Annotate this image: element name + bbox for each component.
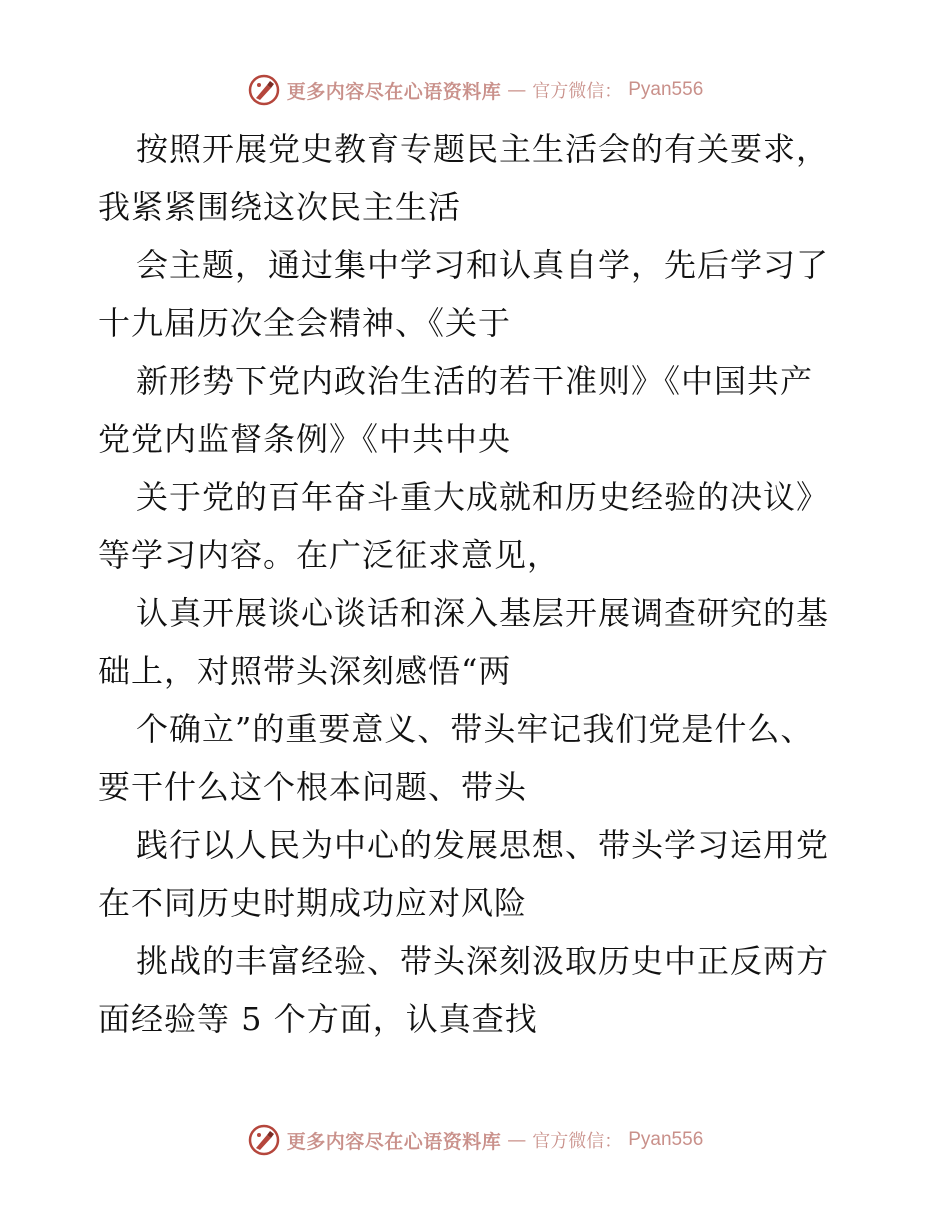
paragraph-line: 党党内监督条例》《中共中央 [98, 420, 512, 458]
paragraph-line: 要干什么这个根本问题、带头 [98, 768, 528, 806]
paragraph-line-indented: 挑战的丰富经验、带头深刻汲取历史中正反两方 [136, 942, 830, 980]
wechat-id: Pyan556 [628, 1129, 704, 1150]
paragraph-line: 我紧紧围绕这次民主生活 [98, 188, 462, 226]
paragraph [98, 352, 858, 468]
paragraph [98, 236, 858, 352]
paragraph-line-indented: 新形势下党内政治生活的若干准则》《中国共产 [136, 362, 814, 400]
pen-logo-icon [247, 1123, 281, 1157]
paragraph-line-indented: 认真开展谈心谈话和深入基层开展调查研究的基 [136, 594, 830, 632]
paragraph [98, 700, 858, 816]
footer-banner [0, 1120, 950, 1160]
header-banner [0, 70, 950, 110]
paragraph-line-indented: 个确立”的重要意义、带头牢记我们党是什么、 [136, 710, 814, 748]
paragraph-line: 等学习内容。在广泛征求意见， [98, 536, 561, 574]
banner-dash: — [507, 1129, 527, 1151]
pen-logo-icon [247, 73, 281, 107]
wechat-id: Pyan556 [628, 79, 704, 100]
official-wechat-label: 官方微信： [532, 81, 623, 102]
paragraph [98, 120, 858, 236]
brand-text: 更多内容尽在心语资料库 [286, 1130, 502, 1153]
document-body [98, 120, 858, 1048]
brand-text: 更多内容尽在心语资料库 [286, 80, 502, 103]
banner-dash: — [507, 79, 527, 101]
paragraph-line: 础上，对照带头深刻感悟“两 [98, 652, 512, 690]
paragraph [98, 932, 858, 1048]
paragraph [98, 584, 858, 700]
paragraph-line: 十九届历次全会精神、《关于 [98, 304, 512, 342]
paragraph-line: 面经验等 5 个方面，认真查找 [98, 1000, 538, 1038]
paragraph-line-indented: 按照开展党史教育专题民主生活会的有关要求， [136, 130, 830, 168]
paragraph-line: 在不同历史时期成功应对风险 [98, 884, 528, 922]
paragraph-line-indented: 践行以人民为中心的发展思想、带头学习运用党 [136, 826, 830, 864]
paragraph-line-indented: 关于党的百年奋斗重大成就和历史经验的决议》 [136, 478, 830, 516]
paragraph-line-indented: 会主题，通过集中学习和认真自学，先后学习了 [136, 246, 830, 284]
paragraph [98, 816, 858, 932]
official-wechat-label: 官方微信： [532, 1131, 623, 1152]
paragraph [98, 468, 858, 584]
